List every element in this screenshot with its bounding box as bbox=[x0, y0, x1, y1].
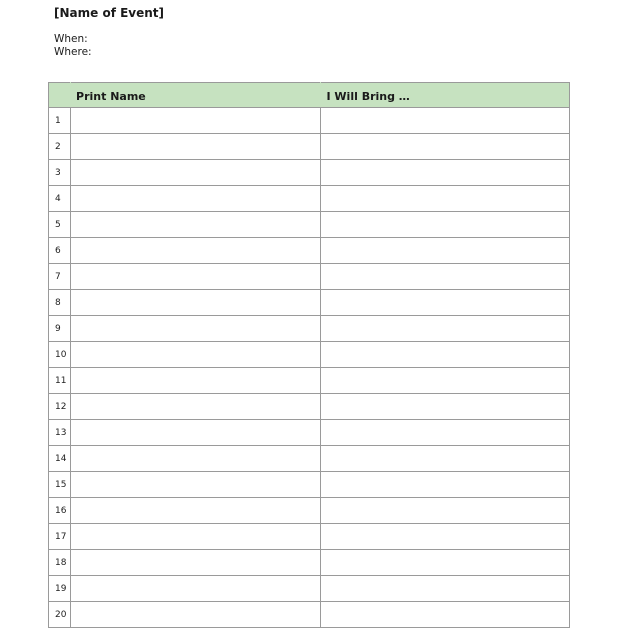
row-number: 15 bbox=[49, 472, 71, 498]
table-row bbox=[49, 108, 570, 134]
will-bring-cell[interactable] bbox=[320, 186, 570, 212]
table-row bbox=[49, 212, 570, 238]
will-bring-cell[interactable] bbox=[320, 524, 570, 550]
will-bring-cell[interactable] bbox=[320, 238, 570, 264]
print-name-cell[interactable] bbox=[71, 550, 320, 576]
row-number: 5 bbox=[49, 212, 71, 238]
row-number: 13 bbox=[49, 420, 71, 446]
print-name-cell[interactable] bbox=[71, 368, 320, 394]
event-title: [Name of Event] bbox=[54, 6, 165, 20]
table-row bbox=[49, 290, 570, 316]
print-name-cell[interactable] bbox=[71, 498, 320, 524]
print-name-cell[interactable] bbox=[71, 212, 320, 238]
will-bring-cell[interactable] bbox=[320, 108, 570, 134]
will-bring-cell[interactable] bbox=[320, 472, 570, 498]
table-row bbox=[49, 238, 570, 264]
table-row bbox=[49, 394, 570, 420]
table-row bbox=[49, 550, 570, 576]
will-bring-cell[interactable] bbox=[320, 160, 570, 186]
row-number: 8 bbox=[49, 290, 71, 316]
column-header-i-will-bring: I Will Bring … bbox=[320, 83, 570, 108]
row-number: 16 bbox=[49, 498, 71, 524]
print-name-cell[interactable] bbox=[71, 238, 320, 264]
table-row bbox=[49, 472, 570, 498]
print-name-cell[interactable] bbox=[71, 602, 320, 628]
will-bring-cell[interactable] bbox=[320, 446, 570, 472]
print-name-cell[interactable] bbox=[71, 316, 320, 342]
will-bring-cell[interactable] bbox=[320, 550, 570, 576]
will-bring-cell[interactable] bbox=[320, 342, 570, 368]
print-name-cell[interactable] bbox=[71, 394, 320, 420]
row-number: 11 bbox=[49, 368, 71, 394]
will-bring-cell[interactable] bbox=[320, 576, 570, 602]
row-number: 10 bbox=[49, 342, 71, 368]
row-number: 14 bbox=[49, 446, 71, 472]
table-header-row bbox=[49, 83, 570, 108]
table-row bbox=[49, 316, 570, 342]
print-name-cell[interactable] bbox=[71, 472, 320, 498]
will-bring-cell[interactable] bbox=[320, 368, 570, 394]
table-row bbox=[49, 498, 570, 524]
table-row bbox=[49, 368, 570, 394]
print-name-cell[interactable] bbox=[71, 160, 320, 186]
will-bring-cell[interactable] bbox=[320, 290, 570, 316]
table-row bbox=[49, 342, 570, 368]
print-name-cell[interactable] bbox=[71, 420, 320, 446]
print-name-cell[interactable] bbox=[71, 576, 320, 602]
print-name-cell[interactable] bbox=[71, 264, 320, 290]
row-number: 6 bbox=[49, 238, 71, 264]
row-number: 1 bbox=[49, 108, 71, 134]
row-number: 4 bbox=[49, 186, 71, 212]
row-number: 7 bbox=[49, 264, 71, 290]
table-row bbox=[49, 160, 570, 186]
will-bring-cell[interactable] bbox=[320, 498, 570, 524]
print-name-cell[interactable] bbox=[71, 524, 320, 550]
row-number: 18 bbox=[49, 550, 71, 576]
table-row bbox=[49, 602, 570, 628]
will-bring-cell[interactable] bbox=[320, 394, 570, 420]
signup-table bbox=[48, 82, 570, 628]
row-number: 9 bbox=[49, 316, 71, 342]
will-bring-cell[interactable] bbox=[320, 602, 570, 628]
row-number: 19 bbox=[49, 576, 71, 602]
table-row bbox=[49, 264, 570, 290]
where-label: Where: bbox=[54, 46, 92, 58]
table-row bbox=[49, 524, 570, 550]
will-bring-cell[interactable] bbox=[320, 420, 570, 446]
will-bring-cell[interactable] bbox=[320, 264, 570, 290]
row-number: 2 bbox=[49, 134, 71, 160]
column-header-number bbox=[49, 83, 71, 108]
will-bring-cell[interactable] bbox=[320, 134, 570, 160]
table-row bbox=[49, 134, 570, 160]
print-name-cell[interactable] bbox=[71, 342, 320, 368]
table-row bbox=[49, 446, 570, 472]
will-bring-cell[interactable] bbox=[320, 212, 570, 238]
row-number: 17 bbox=[49, 524, 71, 550]
column-header-print-name: Print Name bbox=[71, 83, 320, 108]
print-name-cell[interactable] bbox=[71, 446, 320, 472]
when-label: When: bbox=[54, 33, 88, 45]
print-name-cell[interactable] bbox=[71, 108, 320, 134]
table-row bbox=[49, 576, 570, 602]
row-number: 20 bbox=[49, 602, 71, 628]
table-row bbox=[49, 186, 570, 212]
print-name-cell[interactable] bbox=[71, 186, 320, 212]
row-number: 12 bbox=[49, 394, 71, 420]
print-name-cell[interactable] bbox=[71, 290, 320, 316]
will-bring-cell[interactable] bbox=[320, 316, 570, 342]
row-number: 3 bbox=[49, 160, 71, 186]
table-row bbox=[49, 420, 570, 446]
print-name-cell[interactable] bbox=[71, 134, 320, 160]
